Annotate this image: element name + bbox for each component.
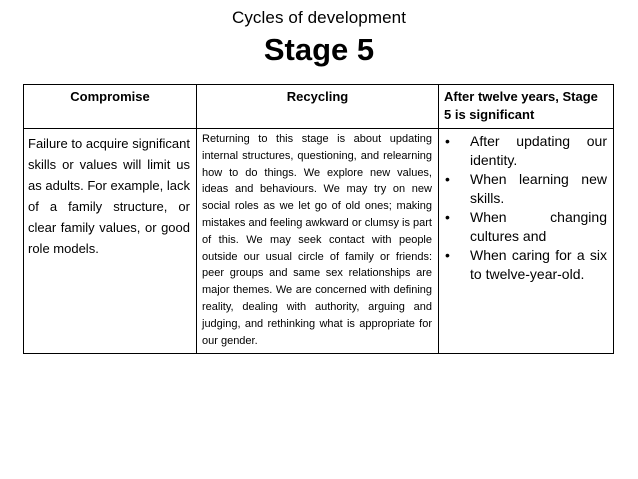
bullet-icon: • (445, 171, 450, 187)
list-item (443, 246, 607, 284)
significance-list (443, 132, 607, 284)
table-row (24, 129, 614, 354)
header-after-twelve-years: After twelve years, Stage 5 is significant (439, 85, 614, 129)
list-item-text: When changing cultures and (470, 209, 607, 244)
table-header-row (24, 85, 614, 129)
list-item-text: When learning new skills. (470, 171, 607, 206)
page-subtitle: Cycles of development (231, 8, 407, 27)
compromise-cell: Failure to acquire significant skills or values will limit us as adults. For example, lack of a family structure, or clear family values, or good role models. (24, 129, 197, 354)
recycling-cell: Returning to this stage is about updating internal structures, questioning, and relearning how to do things. We explore new values, ideas and behaviours. We may try on new social roles as we let go of old ones; making mistakes and feeling awkward or clumsy is part of this. We may seek contact with people outside our usual circle of family or friends: peer groups and same sex relationships are major themes. We are concerned with defining reality, dealing with authority, arguing and judging, and rethinking what is appropriate for our gender. (197, 129, 439, 354)
bullet-icon: • (445, 133, 450, 149)
header-recycling: Recycling (197, 85, 439, 129)
list-item-text: When caring for a six to twelve-year-old. (470, 247, 607, 282)
list-item (443, 170, 607, 208)
after-twelve-years-cell (439, 129, 614, 354)
header-compromise: Compromise (24, 85, 197, 129)
page-title: Stage 5 (263, 32, 375, 67)
bullet-icon: • (445, 247, 450, 263)
list-item-text: After updating our identity. (470, 133, 607, 168)
list-item (443, 208, 607, 246)
bullet-icon: • (445, 209, 450, 225)
list-item (443, 132, 607, 170)
stage-table (23, 84, 614, 354)
